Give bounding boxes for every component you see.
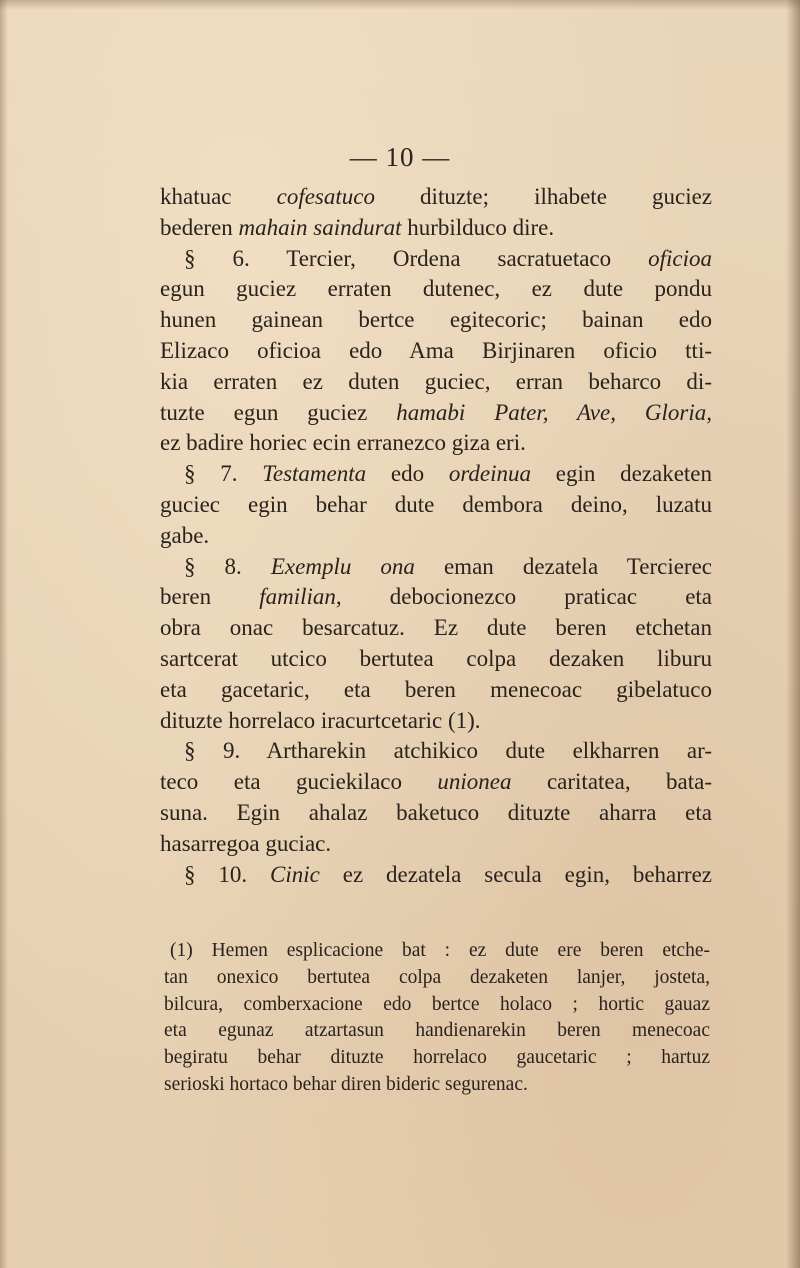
text-line — [160, 767, 712, 798]
body-text — [160, 182, 712, 890]
page-edge-shadow-right — [786, 0, 800, 1268]
text-segment: suna. Egin ahalaz baketuco dituzte aharra eta — [160, 799, 712, 825]
footnote-line: tan onexico bertutea colpa dezaketen lanjer, josteta, — [164, 966, 710, 988]
text-segment: bederen — [160, 214, 239, 240]
text-segment: khatuac — [160, 184, 277, 209]
text-line — [160, 398, 712, 429]
text-segment: dituzte; ilhabete guciez — [374, 184, 713, 209]
text-segment: hunen gainean bertce egitecoric; bainan edo — [160, 307, 712, 333]
text-segment: hasarregoa guciac. — [160, 830, 332, 856]
text-line — [160, 644, 712, 675]
text-line — [160, 582, 712, 613]
text-segment: debocionezco praticac eta — [341, 584, 713, 610]
page-edge-shadow-top — [0, 0, 800, 10]
text-segment: ez badire horiec ecin erranezco giza eri. — [160, 430, 526, 456]
text-segment: gabe. — [160, 522, 210, 548]
text-segment: ez dezatela secula egin, beharrez — [319, 861, 713, 887]
italic-segment: Testamenta — [262, 461, 367, 487]
text-segment: § 6. Tercier, Ordena sacratuetaco — [184, 245, 649, 271]
italic-segment: unionea — [437, 769, 512, 795]
text-line — [160, 521, 712, 552]
text-segment: dituzte horrelaco iracurtcetaric (1). — [160, 707, 481, 733]
text-segment: Elizaco oficioa edo Ama Birjinaren oficio tti- — [160, 337, 712, 363]
text-segment: eman dezatela Tercierec — [414, 553, 712, 579]
text-segment: edo — [366, 461, 449, 487]
footnote-line: (1) Hemen esplicacione bat : ez dute ere beren etche- — [170, 940, 710, 961]
text-segment: kia erraten ez duten guciec, erran beharco di- — [160, 368, 712, 394]
text-line — [160, 428, 712, 459]
text-line — [160, 274, 712, 305]
text-segment: guciec egin behar dute dembora deino, luzatu — [160, 491, 712, 517]
text-line — [160, 490, 712, 521]
text-line — [160, 736, 712, 767]
text-segment: eta gacetaric, eta beren menecoac gibelatuco — [160, 676, 712, 702]
text-segment: obra onac besarcatuz. Ez dute beren etchetan — [160, 615, 712, 641]
text-segment: egin dezaketen — [531, 461, 713, 487]
footnote-line: begiratu behar dituzte horrelaco gaucetaric ; hartuz — [164, 1047, 710, 1069]
text-line — [160, 182, 712, 213]
text-segment: sartcerat utcico bertutea colpa dezaken liburu — [160, 645, 712, 671]
text-line — [160, 305, 712, 336]
italic-segment: cofesatuco — [276, 184, 375, 209]
text-line — [160, 798, 712, 829]
text-line — [160, 706, 712, 737]
footnote-line: serioski hortaco behar diren bideric segurenac. — [164, 1073, 528, 1095]
text-line — [160, 829, 712, 860]
page-edge-shadow-left — [0, 0, 8, 1268]
text-line — [160, 613, 712, 644]
text-segment: teco eta guciekilaco — [160, 769, 438, 795]
footnote-line: eta egunaz atzartasun handienarekin beren menecoac — [164, 1020, 710, 1042]
footnote-line: bilcura, comberxacione edo bertce holaco ; hortic gauaz — [164, 993, 710, 1015]
page-number: — 10 — — [349, 142, 451, 172]
text-line — [160, 860, 712, 891]
footnote — [164, 938, 710, 1099]
text-segment: hurbilduco dire. — [401, 214, 555, 240]
text-line — [160, 459, 712, 490]
italic-segment: Cinic — [270, 861, 320, 887]
italic-segment: familian, — [259, 584, 342, 610]
text-segment: caritatea, bata- — [511, 769, 712, 795]
italic-segment: mahain saindurat — [238, 214, 402, 240]
text-line — [160, 552, 712, 583]
text-line — [160, 675, 712, 706]
text-segment: egun guciez erraten dutenec, ez dute pondu — [160, 276, 712, 302]
text-line — [160, 213, 712, 244]
text-line — [160, 336, 712, 367]
italic-segment: Exemplu ona — [270, 553, 415, 579]
text-segment: beren — [160, 584, 260, 610]
text-segment: § 8. — [184, 553, 271, 579]
italic-segment: oficioa — [648, 245, 712, 271]
text-segment: § 10. — [184, 861, 271, 887]
italic-segment: hamabi Pater, Ave, Gloria, — [396, 399, 712, 425]
italic-segment: ordeinua — [448, 461, 532, 487]
text-segment: tuzte egun guciez — [160, 399, 397, 425]
text-segment: § 9. Artharekin atchikico dute elkharren ar- — [184, 738, 712, 764]
text-line — [160, 367, 712, 398]
text-segment: § 7. — [184, 461, 263, 487]
text-line — [160, 244, 712, 275]
